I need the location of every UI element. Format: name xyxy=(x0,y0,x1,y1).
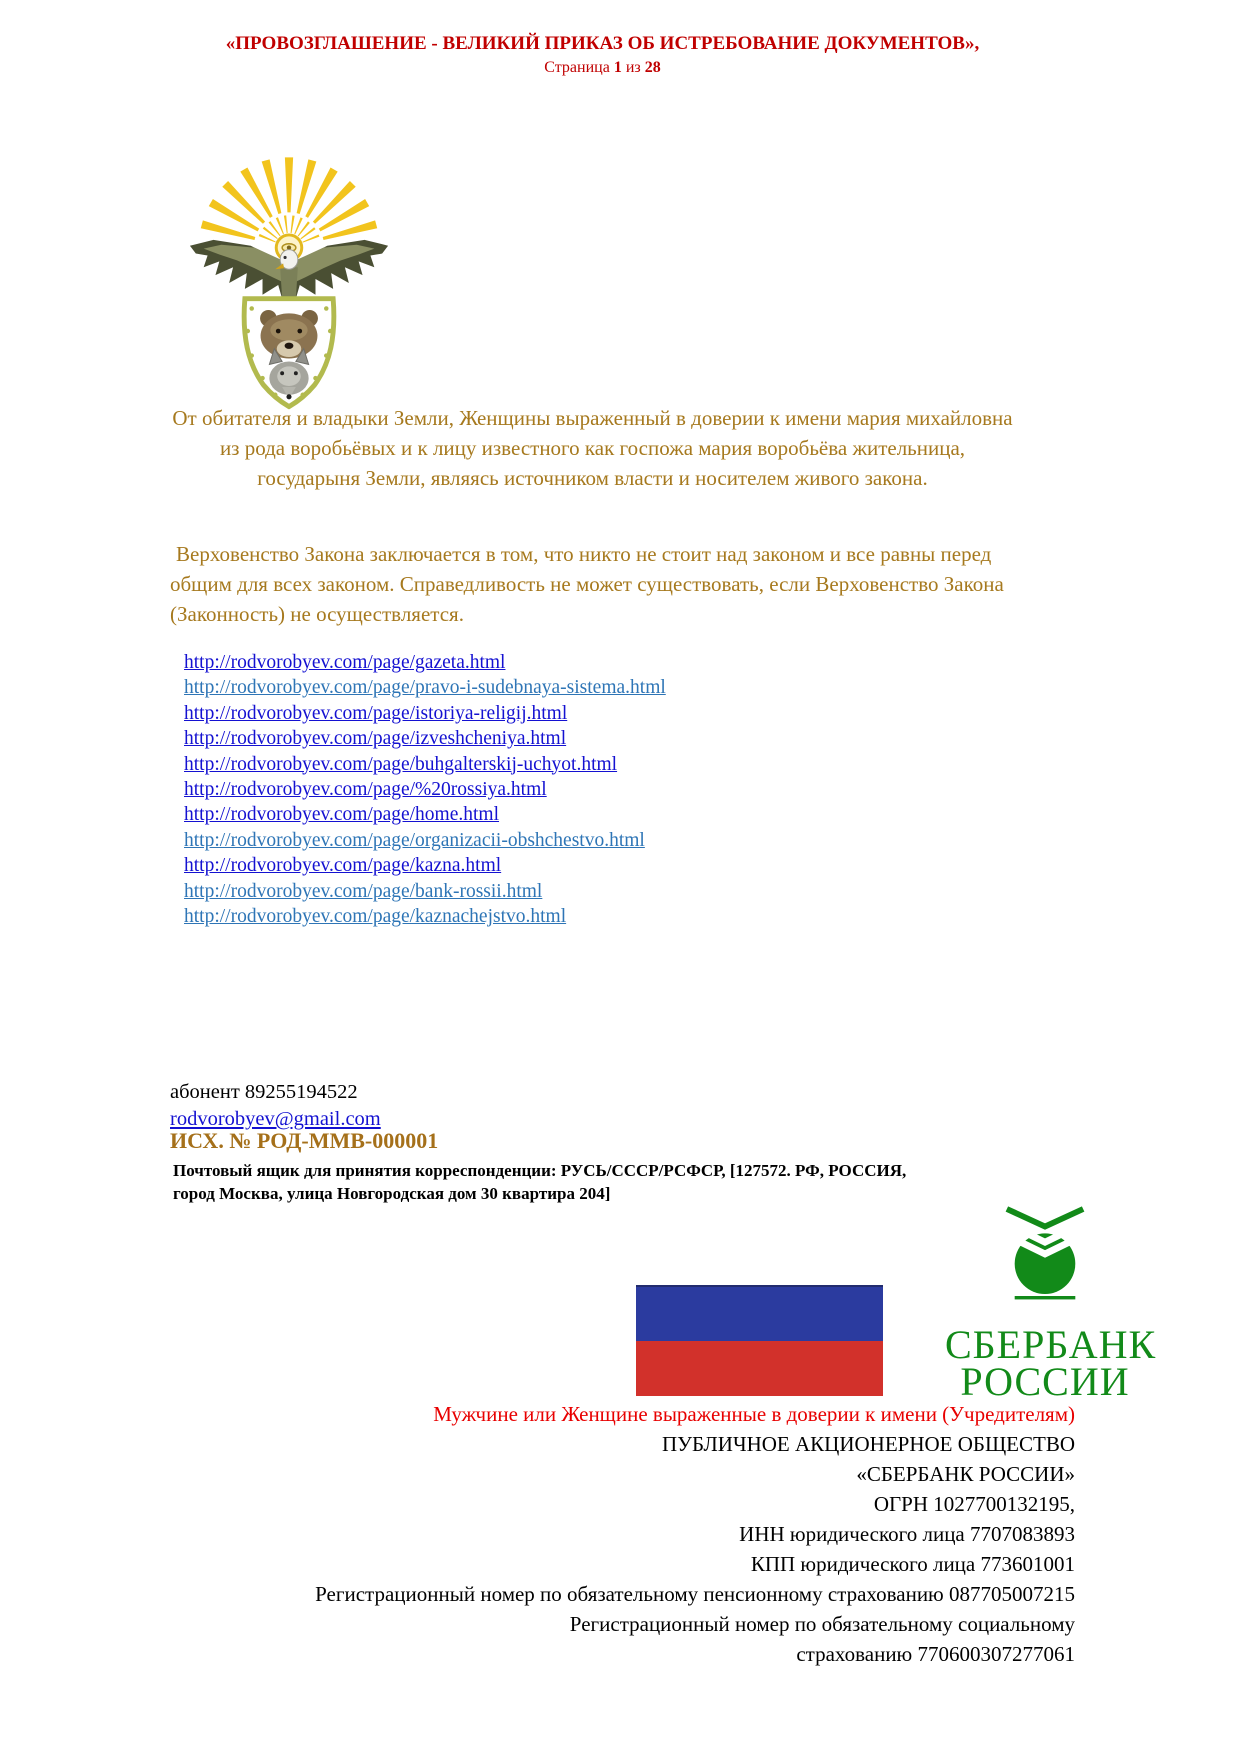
addressee-line: Регистрационный номер по обязательному пенсионному страхованию 087705007215 xyxy=(315,1582,1075,1606)
outgoing-ref-number: ИСХ. № РОД-ММВ-000001 xyxy=(170,1128,439,1153)
page-link[interactable]: http://rodvorobyev.com/page/kaznachejstvo.html xyxy=(184,906,567,928)
page-total: 28 xyxy=(644,59,661,76)
document-header xyxy=(0,33,1205,77)
page-link[interactable]: http://rodvorobyev.com/page/kazna.html xyxy=(184,855,502,877)
contact-block xyxy=(170,1079,381,1133)
postbox-address-line: город Москва, улица Новгородская дом 30 квартира 204] xyxy=(173,1183,611,1203)
russian-flag-image xyxy=(636,1285,883,1396)
page-link[interactable]: http://rodvorobyev.com/page/buhgalterskij-uchyot.html xyxy=(184,753,618,775)
postbox-address-line: Почтовый ящик для принятия корреспонденции: РУСЬ/СССР/РСФСР, [127572. РФ, РОССИЯ, xyxy=(173,1161,907,1180)
addressee-red-line: Мужчине или Женщине выраженные в доверии к имени (Учредителям) xyxy=(433,1402,1075,1426)
clan-crest-emblem xyxy=(186,148,392,416)
postbox-address xyxy=(173,1160,1103,1205)
page-link[interactable]: http://rodvorobyev.com/page/izveshcheniya.html xyxy=(184,728,567,750)
addressee-line: «СБЕРБАНК РОССИИ» xyxy=(856,1462,1075,1486)
addressee-line: ОГРН 1027700132195, xyxy=(873,1492,1075,1516)
subscriber-phone: абонент 89255194522 xyxy=(170,1081,358,1103)
addressee-line: ПУБЛИЧНОЕ АКЦИОНЕРНОЕ ОБЩЕСТВО xyxy=(661,1432,1075,1456)
page-link[interactable]: http://rodvorobyev.com/page/bank-rossii.html xyxy=(184,880,543,902)
page-indicator-prefix: Страница xyxy=(544,59,610,76)
sberbank-wordmark-line2: РОССИИ xyxy=(960,1359,1130,1404)
sberbank-wordmark-line1: СБЕРБАНК xyxy=(945,1322,1157,1367)
flag-red-stripe xyxy=(636,1341,883,1396)
sberbank-logo-icon xyxy=(1001,1202,1089,1302)
addressee-block xyxy=(240,1399,1075,1669)
flag-blue-stripe xyxy=(636,1285,883,1341)
sun-rays-icon xyxy=(201,157,377,243)
addressee-line: страхованию 770600307277061 xyxy=(796,1642,1075,1666)
page-link[interactable]: http://rodvorobyev.com/page/home.html xyxy=(184,804,500,826)
page-indicator xyxy=(0,59,1205,77)
email-link[interactable]: rodvorobyev@gmail.com xyxy=(170,1108,381,1130)
links-list xyxy=(184,650,666,929)
bear-icon xyxy=(260,310,318,359)
addressee-lines xyxy=(240,1429,1075,1669)
addressee-line: ИНН юридического лица 7707083893 xyxy=(739,1522,1075,1546)
document-title: «ПРОВОЗГЛАШЕНИЕ - ВЕЛИКИЙ ПРИКАЗ ОБ ИСТРЕБОВАНИЕ ДОКУМЕНТОВ», xyxy=(225,33,980,54)
addressee-line: КПП юридического лица 773601001 xyxy=(750,1552,1075,1576)
page-link[interactable]: http://rodvorobyev.com/page/organizacii-obshchestvo.html xyxy=(184,829,645,851)
page-number: 1 xyxy=(613,59,622,76)
page-link[interactable]: http://rodvorobyev.com/page/gazeta.html xyxy=(184,652,506,673)
addressee-line: Регистрационный номер по обязательному социальному xyxy=(569,1612,1075,1636)
page-link[interactable]: http://rodvorobyev.com/page/%20rossiya.html xyxy=(184,779,547,801)
sberbank-block xyxy=(945,1202,1157,1404)
intro-paragraph: От обитателя и владыки Земли, Женщины выраженный в доверии к имени мария михайловна из рода воробьёвых и к лицу известного как госпожа мария воробьёва жительница, государыня Земли, являясь источником власти и носителем живого закона. xyxy=(172,406,1013,490)
page-link[interactable]: http://rodvorobyev.com/page/pravo-i-sudebnaya-sistema.html xyxy=(184,677,666,699)
page-indicator-of: из xyxy=(625,59,641,76)
rule-of-law-paragraph: Верховенство Закона заключается в том, что никто не стоит над законом и все равны перед общим для всех законом. Справедливость не может существовать, если Верховенство Закона (Законность) не осуществляется. xyxy=(170,542,1004,626)
page-link[interactable]: http://rodvorobyev.com/page/istoriya-religij.html xyxy=(184,702,568,724)
